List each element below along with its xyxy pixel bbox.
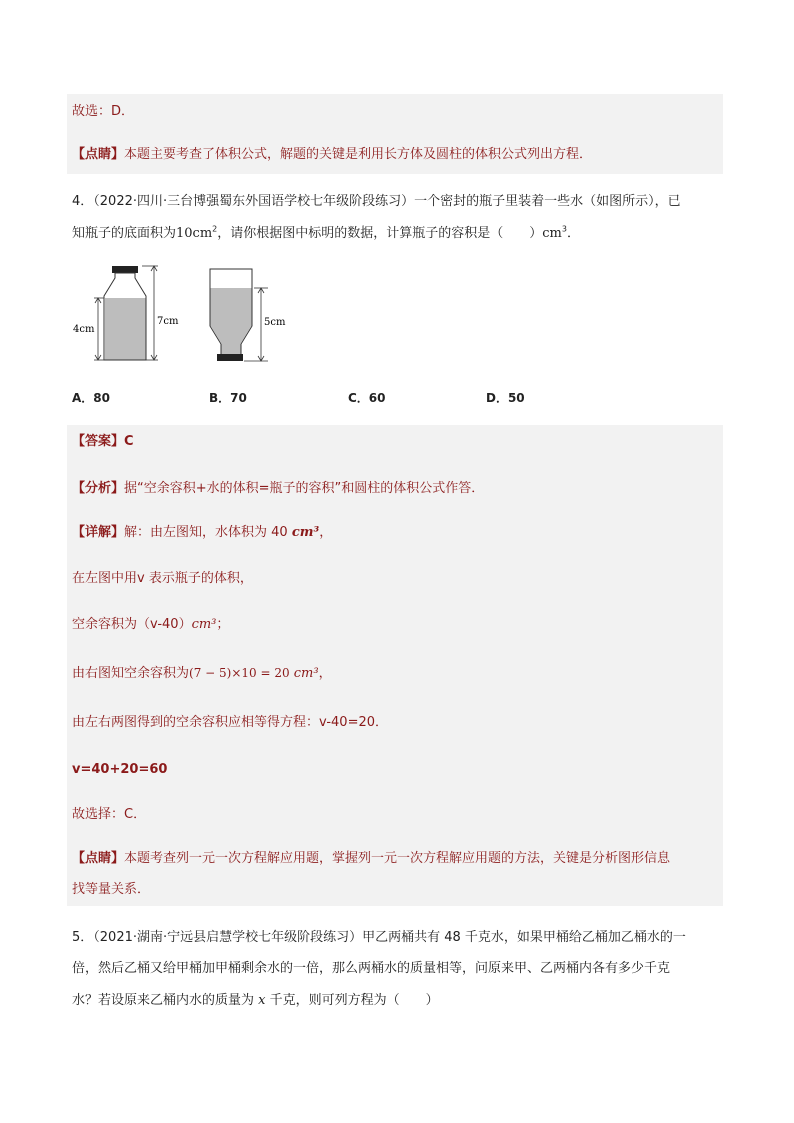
detail-line-2: 在左图中用v 表示瓶子的体积， xyxy=(72,571,253,586)
comment-line-1 xyxy=(72,850,670,868)
volume-unit: cm xyxy=(542,226,562,241)
solution-comment-text: 本题考查列一元一次方程解应用题，掌握列一元一次方程解应用题的方法，关键是分析图形信息 xyxy=(124,851,671,866)
comment-text: 本题主要考查了体积公式，解题的关键是利用长方体及圆柱的体积公式列出方程． xyxy=(124,147,593,162)
q5-variable: x xyxy=(258,993,266,1008)
detail-end: ， xyxy=(319,525,333,540)
left-bottle xyxy=(73,266,179,360)
line4-text: 由右图知空余容积为 xyxy=(72,666,190,681)
answer-value: C xyxy=(124,434,134,449)
detail-unit: cm³ xyxy=(291,525,320,540)
question-4-stem-line1: 4．（2022·四川·三台博强蜀东外国语学校七年级阶段练习）一个密封的瓶子里装着一些水（如图所示），已 xyxy=(72,194,681,209)
line3-end: ； xyxy=(216,617,230,632)
left-bottle-cap xyxy=(112,266,138,273)
solution-comment-tag: 【点睛】 xyxy=(72,851,125,866)
option-b[interactable]: B．70 xyxy=(209,391,247,405)
detail-line xyxy=(72,524,332,542)
stem-text-mid: ，请你根据图中标明的数据，计算瓶子的容积是（ ） xyxy=(217,226,543,241)
question-5-line3 xyxy=(72,992,439,1010)
prev-comment xyxy=(72,146,592,164)
left-total-label: 7cm xyxy=(157,316,179,327)
q5-line3-text: 水？若设原来乙桶内水的质量为 xyxy=(72,993,259,1008)
stem-text: 知瓶子的底面积为 xyxy=(72,226,177,241)
right-bottle-cap xyxy=(217,354,243,361)
detail-line-6: v=40+20=60 xyxy=(72,762,168,777)
line3-unit: cm³ xyxy=(191,617,217,632)
left-bottle-water xyxy=(105,298,146,360)
left-water-label: 4cm xyxy=(73,324,95,335)
volume-unit-sup: 3 xyxy=(561,224,567,234)
detail-tag: 【详解】 xyxy=(72,525,125,540)
line4-end: ， xyxy=(318,666,332,681)
base-area: 10cm xyxy=(176,226,213,241)
option-d[interactable]: D．50 xyxy=(486,391,525,405)
right-bottle-water xyxy=(211,288,252,354)
line3-text: 空余容积为（v-40） xyxy=(72,617,192,632)
line4-formula: (7 − 5)×10 = 20 xyxy=(189,666,290,680)
bottle-figure xyxy=(68,262,308,368)
comment-tag: 【点睛】 xyxy=(72,147,125,162)
comment-line-2: 找等量关系． xyxy=(72,882,151,897)
prev-choice: 故选：D． xyxy=(72,104,135,119)
detail-line-5: 由左右两图得到的空余容积应相等得方程：v-40=20． xyxy=(72,715,389,730)
q5-line3-end: 千克，则可列方程为（ ） xyxy=(265,993,439,1008)
base-area-sup: 2 xyxy=(212,224,218,234)
detail-line-3 xyxy=(72,616,229,634)
stem-text-end: ． xyxy=(566,226,580,241)
line4-unit: cm³ xyxy=(293,666,319,681)
question-5-line2: 倍，然后乙桶又给甲桶加甲桶剩余水的一倍，那么两桶水的质量相等，问原来甲、乙两桶内各有多少千克 xyxy=(72,961,671,976)
option-c[interactable]: C．60 xyxy=(348,391,386,405)
right-label: 5cm xyxy=(264,317,286,328)
detail-line-7: 故选择：C． xyxy=(72,807,147,822)
answer-line xyxy=(72,433,134,451)
right-bottle xyxy=(210,269,286,361)
detail-line-4 xyxy=(72,664,332,683)
analysis-tag: 【分析】 xyxy=(72,481,125,496)
question-4-stem-line2 xyxy=(72,225,580,243)
question-5-line1: 5．（2021·湖南·宁远县启慧学校七年级阶段练习）甲乙两桶共有 48 千克水，如果甲桶给乙桶加乙桶水的一 xyxy=(72,930,686,945)
answer-tag: 【答案】 xyxy=(72,434,125,449)
analysis-line xyxy=(72,480,484,498)
analysis-text: 据“空余容积+水的体积=瓶子的容积”和圆柱的体积公式作答． xyxy=(124,481,485,496)
detail-text: 解：由左图知，水体积为 40 xyxy=(124,525,292,540)
option-a[interactable]: A．80 xyxy=(72,391,110,405)
